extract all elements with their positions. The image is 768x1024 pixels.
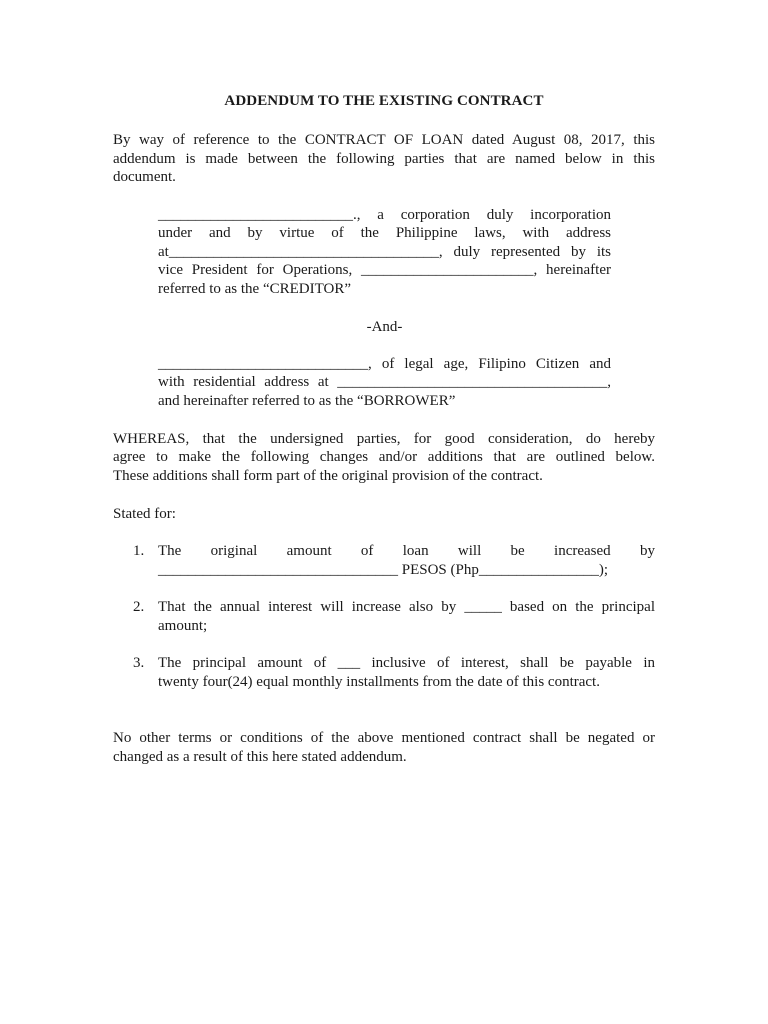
creditor-line-4: vice President for Operations, _______________________, hereinafter xyxy=(158,262,611,278)
creditor-line-2: under and by virtue of the Philippine laws, with address xyxy=(158,225,611,241)
whereas-line-2: agree to make the following changes and/or additions that are outlined below. xyxy=(113,449,655,465)
closing-line-1: No other terms or conditions of the above mentioned contract shall be negated or xyxy=(113,730,655,746)
whereas-line-3: These additions shall form part of the original provision of the contract. xyxy=(113,468,543,484)
creditor-line-5: referred to as the “CREDITOR” xyxy=(158,281,351,297)
borrower-line-1: ____________________________, of legal age, Filipino Citizen and xyxy=(158,356,611,372)
closing-line-2: changed as a result of this here stated addendum. xyxy=(113,749,407,765)
document-title: ADDENDUM TO THE EXISTING CONTRACT xyxy=(224,93,544,109)
stated-for-label: Stated for: xyxy=(113,506,176,522)
whereas-line-1: WHEREAS, that the undersigned parties, for good consideration, do hereby xyxy=(113,431,655,447)
and-separator: -And- xyxy=(366,319,403,335)
creditor-line-1: __________________________., a corporation duly incorporation xyxy=(158,207,611,223)
creditor-line-3: at____________________________________, duly represented by its xyxy=(158,244,611,260)
item-1-number: 1. xyxy=(133,543,145,559)
item-3-line-2: twenty four(24) equal monthly installments from the date of this contract. xyxy=(158,674,600,690)
item-1-line-1: The original amount of loan will be increased by xyxy=(158,543,655,559)
borrower-line-3: and hereinafter referred to as the “BORROWER” xyxy=(158,393,456,409)
item-3-number: 3. xyxy=(133,655,145,671)
intro-line-3: document. xyxy=(113,169,176,185)
item-3-line-1: The principal amount of ___ inclusive of interest, shall be payable in xyxy=(158,655,655,671)
item-2-line-2: amount; xyxy=(158,618,208,634)
intro-line-2: addendum is made between the following parties that are named below in this xyxy=(113,151,655,167)
borrower-line-2: with residential address at ____________________________________, xyxy=(158,374,611,390)
intro-line-1: By way of reference to the CONTRACT OF LOAN dated August 08, 2017, this xyxy=(113,132,655,148)
item-1-line-2: ________________________________ PESOS (Php________________); xyxy=(158,562,609,578)
item-2-number: 2. xyxy=(133,599,145,615)
item-2-line-1: That the annual interest will increase also by _____ based on the principal xyxy=(158,599,655,615)
